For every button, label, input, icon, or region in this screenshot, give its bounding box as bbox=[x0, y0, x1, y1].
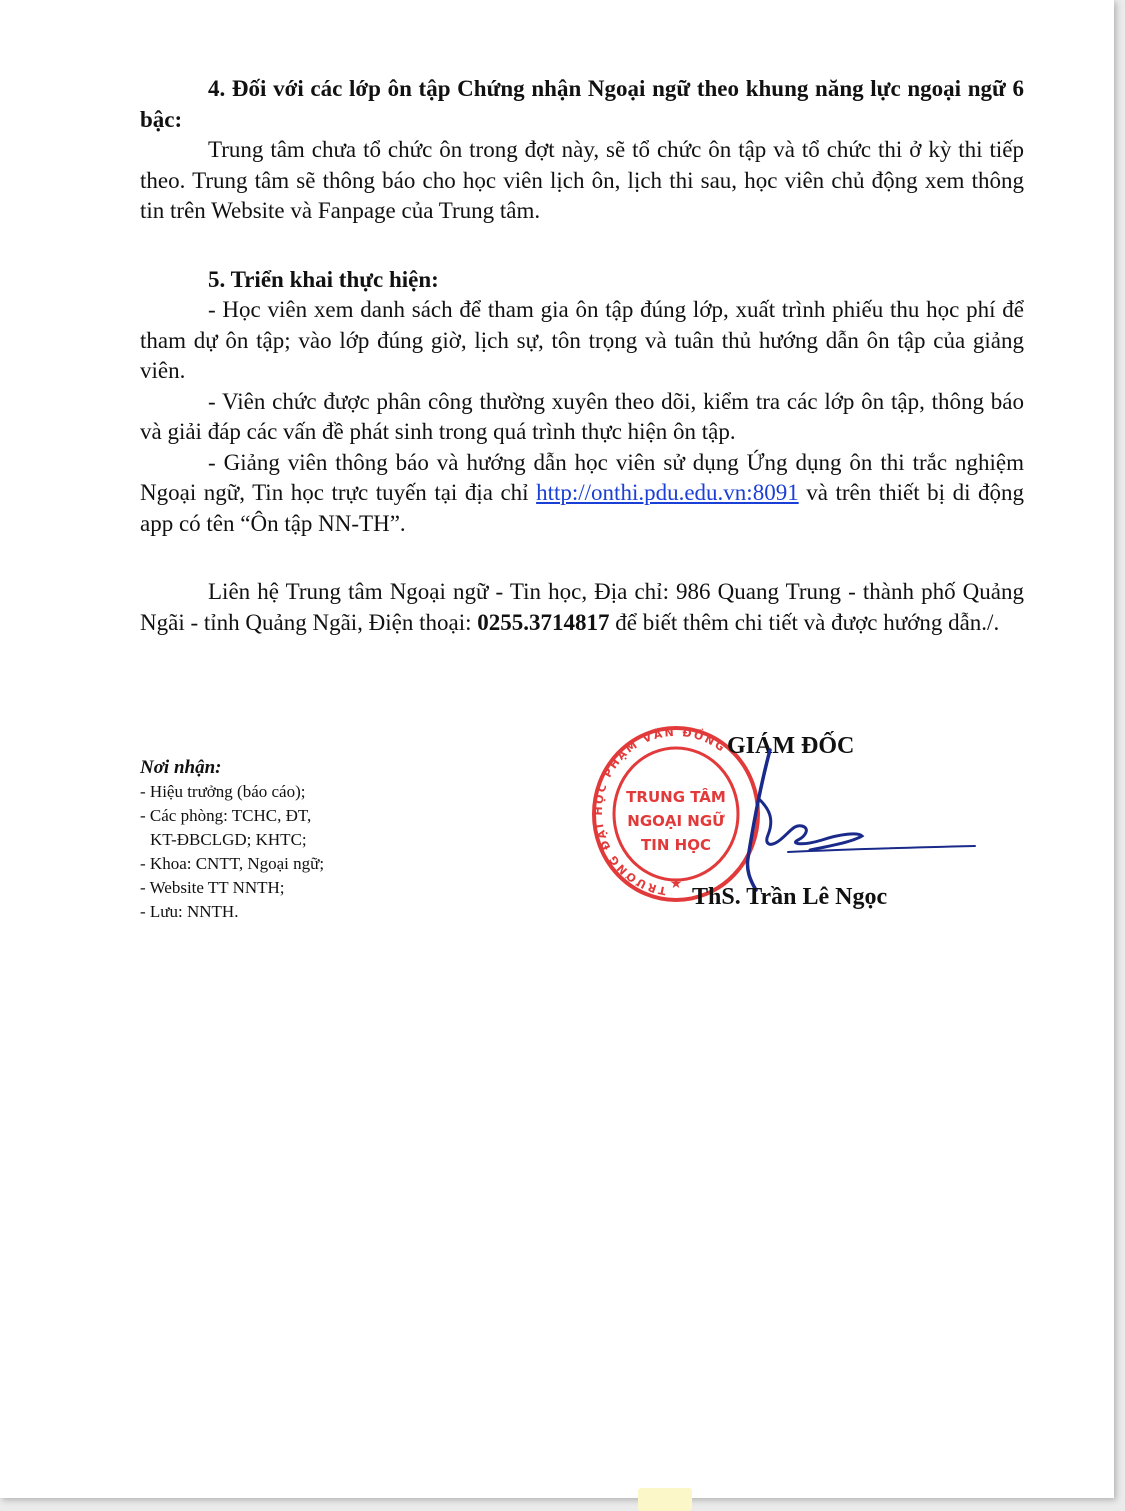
section-5-heading: 5. Triển khai thực hiện: bbox=[208, 266, 439, 292]
section-4-heading: 4. Đối với các lớp ôn tập Chứng nhận Ngoại ngữ theo khung năng lực ngoại ngữ 6 bậc: bbox=[140, 76, 1024, 132]
contact-text-before: Liên hệ Trung tâm Ngoại ngữ - Tin học, Địa chỉ: 986 Quang Trung - thành phố Quảng Ngãi - tỉnh Quảng Ngãi, Điện thoại: bbox=[140, 579, 1024, 635]
recipient-line: - Website TT NNTH; bbox=[140, 878, 285, 897]
recipient-line: KT-ĐBCLGD; KHTC; bbox=[150, 830, 307, 849]
recipient-line: - Hiệu trưởng (báo cáo); bbox=[140, 782, 306, 801]
document-body bbox=[140, 74, 1024, 638]
item-3-text-before: - Giảng viên thông báo và hướng dẫn học viên sử dụng Ứng dụng ôn thi trắc nghiệm Ngoại ngữ, Tin học trực tuyến tại địa chỉ bbox=[140, 449, 1024, 505]
page-scroll-marker bbox=[638, 1488, 692, 1511]
stamp-ring-text: TRƯỜNG ĐẠI HỌC PHẠM VĂN ĐỒNG bbox=[591, 725, 729, 898]
svg-text:★: ★ bbox=[669, 876, 683, 892]
section-5-item-1: - Học viên xem danh sách để tham gia ôn tập đúng lớp, xuất trình phiếu thu học phí để tham dự ôn tập; vào lớp đúng giờ, lịch sự, tôn trọng và tuân thủ hướng dẫn ôn tập của giảng viên. bbox=[140, 297, 1024, 383]
recipients-block bbox=[140, 756, 470, 924]
stamp-line-3: TIN HỌC bbox=[641, 836, 711, 854]
stamp-line-2: NGOẠI NGỮ bbox=[627, 812, 725, 830]
signature-title: GIÁM ĐỐC bbox=[727, 733, 855, 759]
section-5-item-3 bbox=[140, 448, 1024, 540]
handwritten-signature-icon bbox=[690, 740, 990, 900]
section-5-item-2: - Viên chức được phân công thường xuyên theo dõi, kiểm tra các lớp ôn tập, thông báo và giải đáp các vấn đề phát sinh trong quá trình thực hiện ôn tập. bbox=[140, 388, 1024, 444]
recipient-line: - Khoa: CNTT, Ngoại ngữ; bbox=[140, 854, 325, 873]
section-4-body: Trung tâm chưa tổ chức ôn trong đợt này, sẽ tổ chức ôn tập và tổ chức thi ở kỳ thi tiếp theo. Trung tâm sẽ thông báo cho học viên lịch ôn, lịch thi sau, học viên chủ động xem thông tin trên Website và Fanpage của Trung tâm. bbox=[140, 137, 1024, 223]
stamp-line-1: TRUNG TÂM bbox=[626, 788, 726, 806]
contact-text-after: để biết thêm chi tiết và được hướng dẫn./. bbox=[609, 609, 1000, 635]
signatory-name: ThS. Trần Lê Ngọc bbox=[692, 884, 888, 910]
onthi-link[interactable]: http://onthi.pdu.edu.vn:8091 bbox=[536, 480, 799, 505]
contact-paragraph bbox=[140, 577, 1024, 638]
contact-phone: 0255.3714817 bbox=[477, 609, 610, 635]
item-3-text-after: và trên thiết bị di động app có tên “Ôn tập NN-TH”. bbox=[140, 480, 1024, 536]
recipient-line: - Lưu: NNTH. bbox=[140, 902, 239, 921]
recipient-line: - Các phòng: TCHC, ĐT, bbox=[140, 806, 312, 825]
recipients-title: Nơi nhận: bbox=[140, 757, 222, 778]
